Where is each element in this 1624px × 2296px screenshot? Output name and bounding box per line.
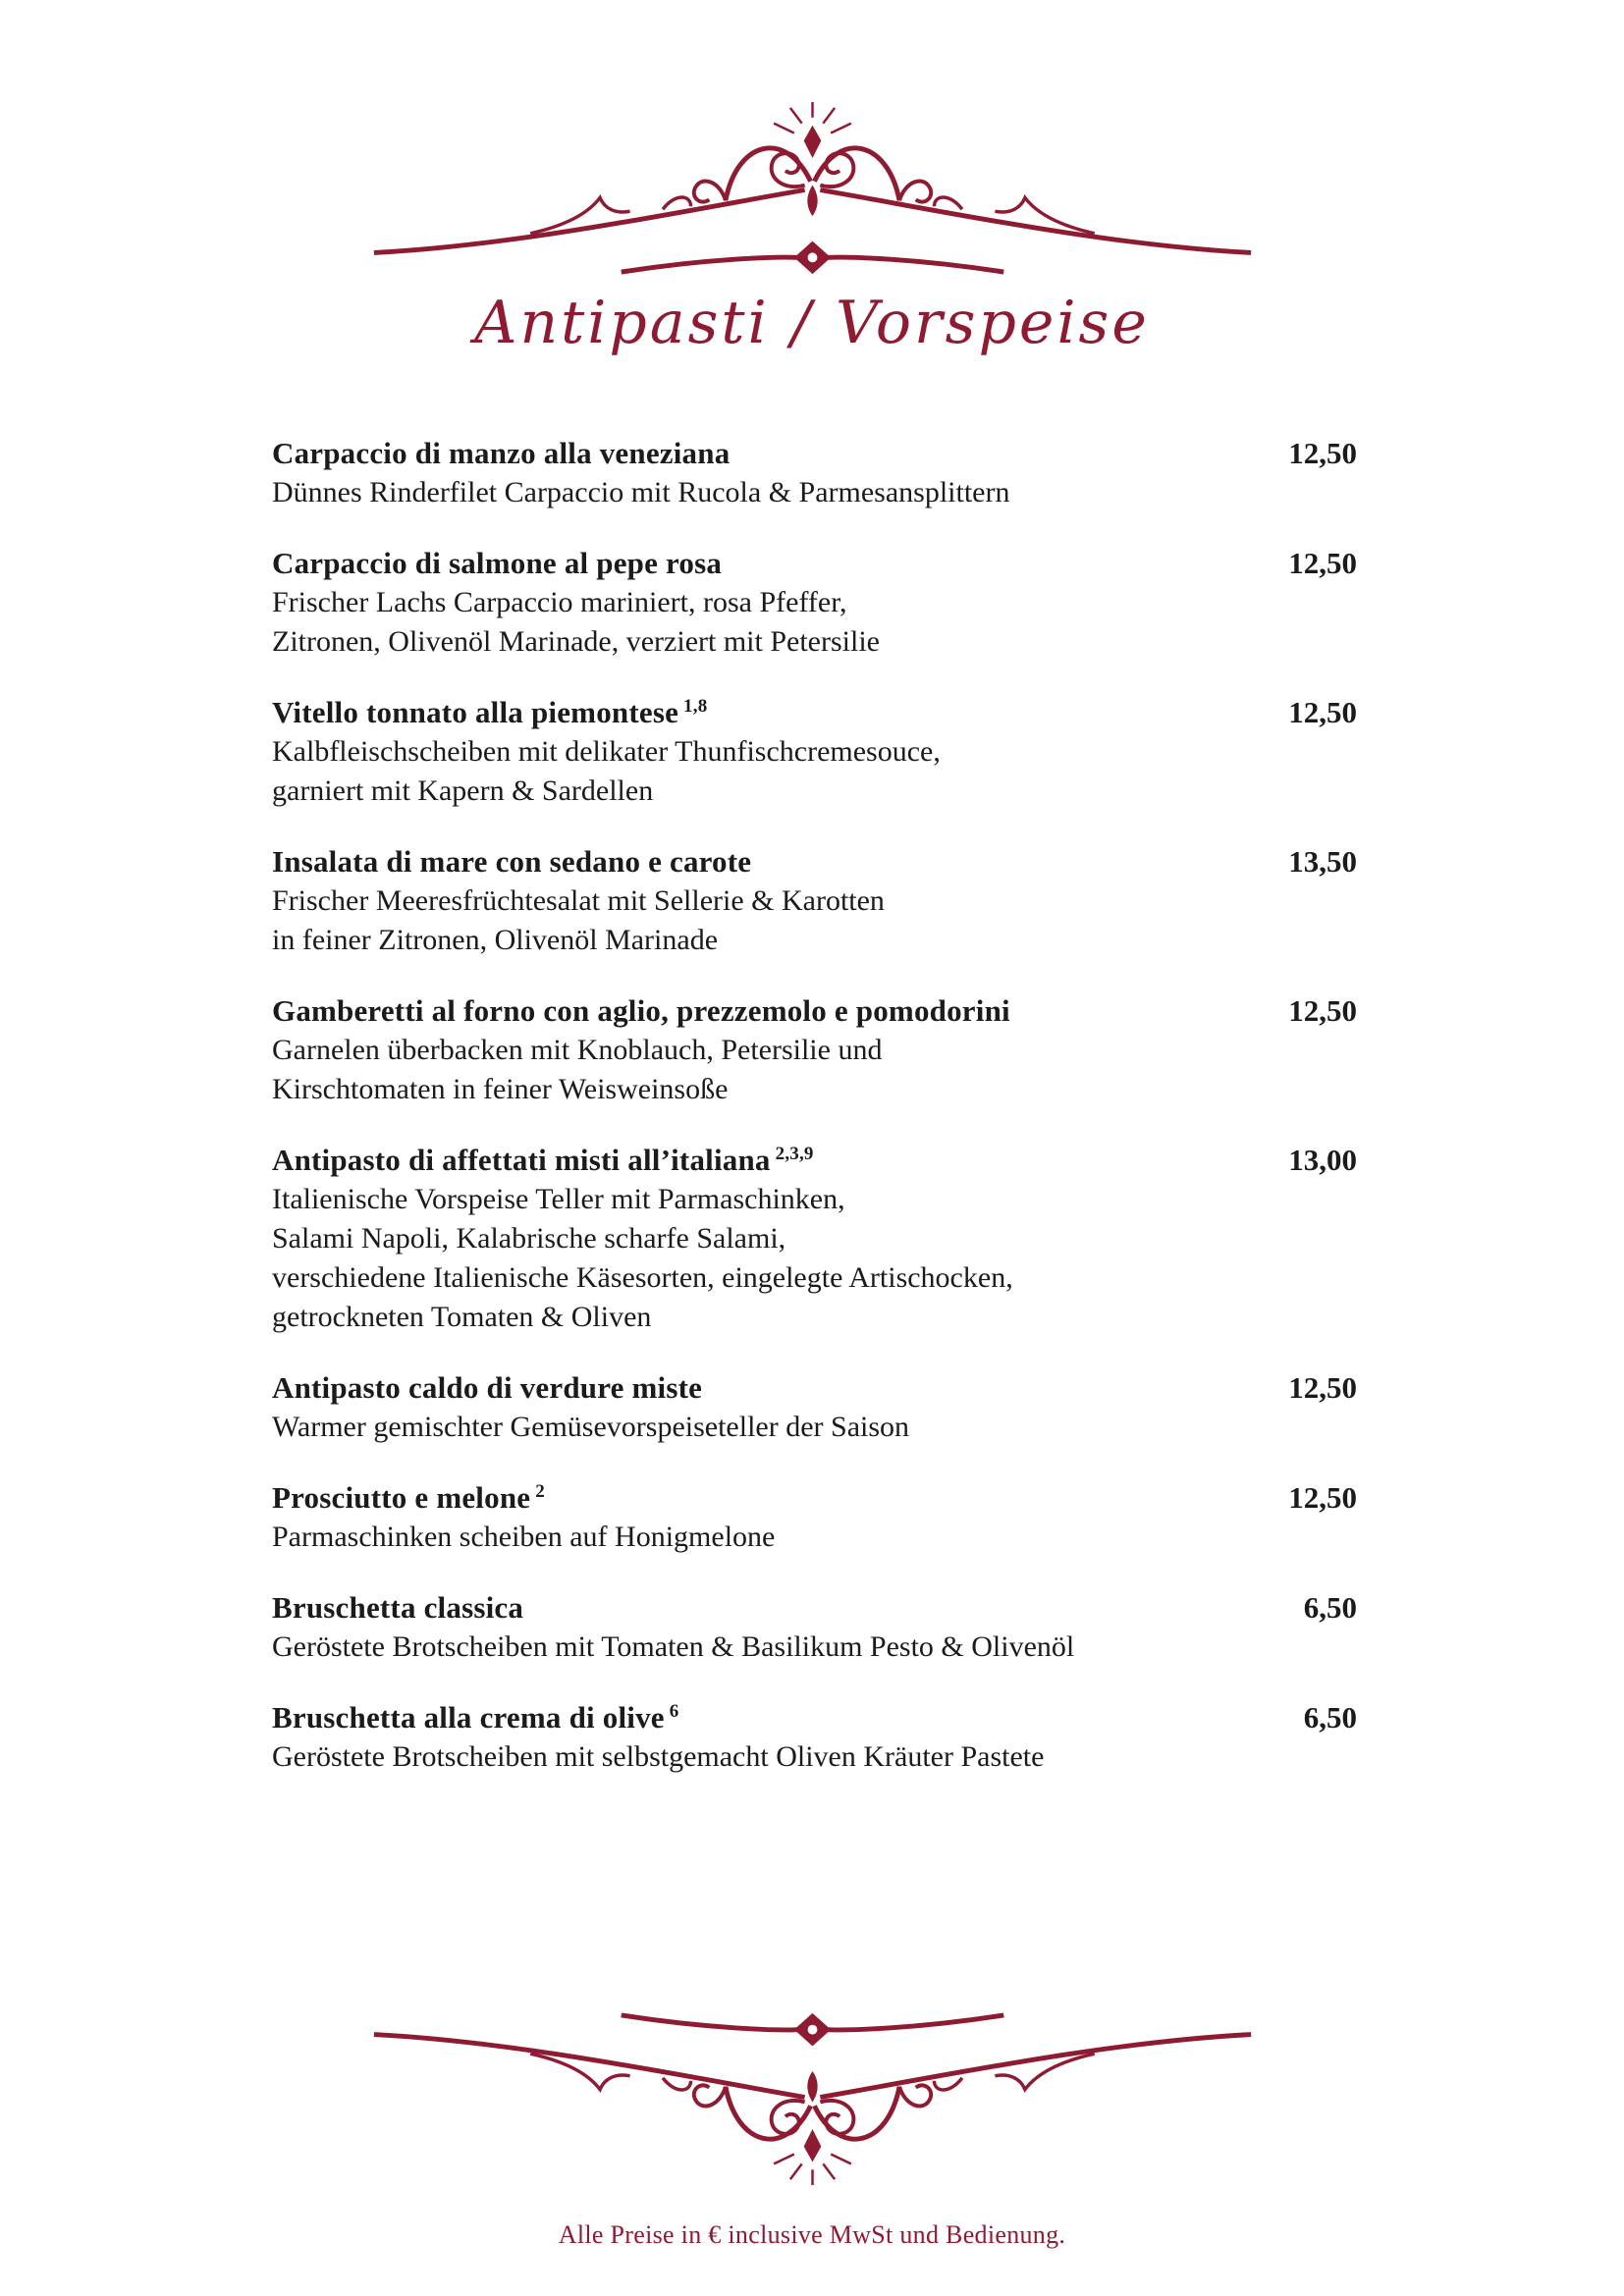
item-description-line: Italienische Vorspeise Teller mit Parmaschinken, [272, 1183, 845, 1215]
menu-footer [0, 2008, 1624, 2250]
item-row [272, 693, 1357, 732]
menu-item [272, 693, 1357, 811]
footer-note: Alle Preise in € inclusive MwSt und Bedienung. [558, 2220, 1066, 2249]
item-superscript: 6 [669, 1700, 679, 1722]
item-name [272, 693, 707, 732]
item-row [272, 1368, 1357, 1408]
menu-item [272, 544, 1357, 662]
item-name-text: Carpaccio di manzo alla veneziana [272, 436, 731, 470]
item-description-line: Geröstete Brotscheiben mit selbstgemacht Oliven Kräuter Pastete [272, 1740, 1045, 1773]
menu-page [0, 100, 1624, 2296]
item-description-line: Frischer Lachs Carpaccio mariniert, rosa Pfeffer, [272, 586, 847, 618]
item-description-line: garniert mit Kapern & Sardellen [272, 774, 654, 807]
item-row [272, 1478, 1357, 1518]
menu-list [272, 434, 1357, 1777]
item-description-line: Garnelen überbacken mit Knoblauch, Petersilie und [272, 1034, 883, 1066]
item-name [272, 1368, 707, 1408]
item-description-line: in feiner Zitronen, Olivenöl Marinade [272, 924, 719, 956]
item-price: 13,50 [1288, 844, 1357, 879]
item-name-text: Bruschetta classica [272, 1590, 524, 1625]
item-name-text: Antipasto di affettati misti all’italiana [272, 1143, 771, 1177]
item-name [272, 434, 734, 473]
item-row [272, 1588, 1357, 1628]
menu-item [272, 991, 1357, 1109]
item-name-text: Bruschetta alla crema di olive [272, 1700, 665, 1735]
item-description-line: Geröstete Brotscheiben mit Tomaten & Basilikum Pesto & Olivenöl [272, 1630, 1075, 1663]
item-description-line: verschiedene Italienische Käsesorten, eingelegte Artischocken, [272, 1261, 1013, 1294]
menu-item [272, 434, 1357, 512]
item-description-line: Kalbfleischscheiben mit delikater Thunfischcremesouce, [272, 735, 941, 768]
ornament-top-icon [368, 100, 1257, 279]
item-description-line: Kirschtomaten in feiner Weisweinsoße [272, 1073, 729, 1105]
menu-item [272, 1141, 1357, 1337]
item-name [272, 1698, 678, 1737]
item-description-line: Parmaschinken scheiben auf Honigmelone [272, 1521, 776, 1553]
item-price: 12,50 [1288, 436, 1357, 470]
item-description-line: Frischer Meeresfrüchtesalat mit Sellerie & Karotten [272, 884, 885, 917]
item-row [272, 842, 1357, 881]
item-name [272, 1588, 528, 1628]
item-row [272, 1698, 1357, 1737]
item-price: 12,50 [1288, 993, 1357, 1028]
item-row [272, 434, 1357, 473]
item-description-line: Dünnes Rinderfilet Carpaccio mit Rucola & Parmesansplittern [272, 476, 1010, 508]
item-price: 12,50 [1288, 546, 1357, 580]
item-price: 12,50 [1288, 1480, 1357, 1515]
item-description-line: Warmer gemischter Gemüsevorspeiseteller der Saison [272, 1411, 910, 1443]
menu-header [0, 100, 1624, 357]
item-price: 6,50 [1303, 1700, 1357, 1735]
item-name [272, 1141, 814, 1180]
item-name-text: Antipasto caldo di verdure miste [272, 1370, 703, 1405]
menu-item [272, 1478, 1357, 1557]
item-row [272, 544, 1357, 583]
item-name-text: Carpaccio di salmone al pepe rosa [272, 546, 723, 580]
item-name-text: Prosciutto e melone [272, 1480, 531, 1515]
menu-item [272, 1698, 1357, 1777]
item-name [272, 544, 727, 583]
menu-item [272, 842, 1357, 960]
item-superscript: 2,3,9 [775, 1143, 814, 1164]
item-name-text: Vitello tonnato alla piemontese [272, 695, 679, 729]
page-title: Antipasti / Vorspeise [474, 289, 1150, 357]
item-row [272, 991, 1357, 1031]
item-name [272, 991, 1015, 1031]
item-name-text: Insalata di mare con sedano e carote [272, 844, 752, 879]
item-name [272, 1478, 545, 1518]
ornament-bottom-icon [368, 2008, 1257, 2187]
item-name [272, 842, 756, 881]
item-description-line: Zitronen, Olivenöl Marinade, verziert mit Petersilie [272, 625, 880, 658]
item-price: 12,50 [1288, 695, 1357, 729]
item-description-line: Salami Napoli, Kalabrische scharfe Salami, [272, 1222, 786, 1255]
item-price: 13,00 [1288, 1143, 1357, 1177]
item-superscript: 1,8 [683, 695, 708, 717]
item-name-text: Gamberetti al forno con aglio, prezzemolo e pomodorini [272, 993, 1010, 1028]
item-price: 6,50 [1303, 1590, 1357, 1625]
menu-item [272, 1588, 1357, 1667]
item-price: 12,50 [1288, 1370, 1357, 1405]
item-description-line: getrockneten Tomaten & Oliven [272, 1301, 652, 1333]
item-row [272, 1141, 1357, 1180]
item-superscript: 2 [535, 1480, 545, 1502]
menu-item [272, 1368, 1357, 1447]
